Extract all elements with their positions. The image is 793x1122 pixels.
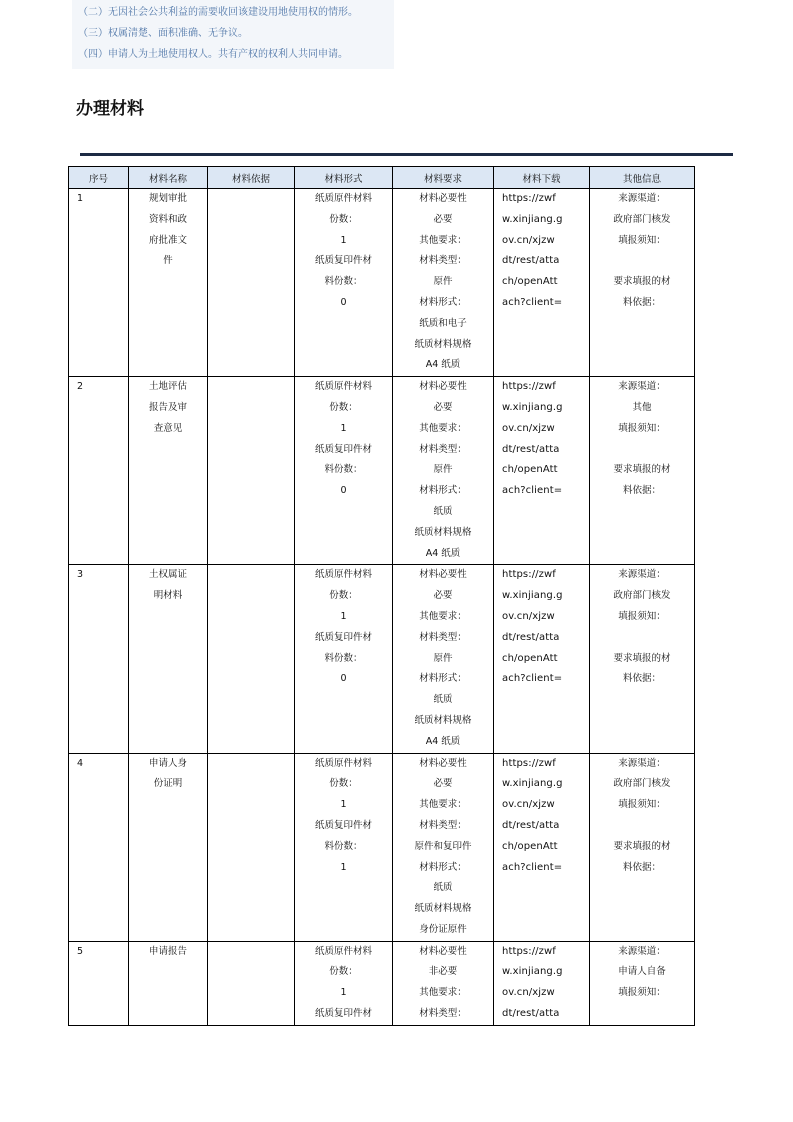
- cell-other: [590, 377, 695, 565]
- cell-requirement-line: 材料类型：: [419, 1008, 467, 1020]
- cell-download-line: https://zwf: [502, 945, 556, 957]
- cell-form-line: 1: [340, 987, 347, 999]
- cell-form-line: 1: [340, 610, 347, 622]
- cell-form-line: 纸质原件材料: [314, 945, 372, 957]
- cell-download: [494, 941, 590, 1025]
- condition-line: （四）申请人为土地使用权人。共有产权的权利人共同申请。: [78, 49, 348, 60]
- cell-form-line: 1: [340, 234, 347, 246]
- cell-name-line: 件: [163, 255, 173, 267]
- cell-basis: [208, 377, 295, 565]
- cell-form-line: 0: [340, 673, 347, 685]
- cell-name-line: 土权属证: [148, 569, 187, 581]
- header-basis: 材料依据: [208, 167, 295, 189]
- cell-download-line: ch/openAtt: [502, 652, 558, 664]
- cell-name-line: 申请人身: [148, 757, 187, 769]
- cell-download-line: https://zwf: [502, 381, 556, 393]
- cell-form-line: 1: [340, 422, 347, 434]
- cell-other-line: [590, 628, 694, 649]
- cell-download-line: https://zwf: [502, 757, 556, 769]
- cell-download-line: ach?client=: [502, 673, 563, 685]
- cell-requirement: [393, 753, 494, 941]
- cell-form-line: 料份数：: [324, 840, 363, 852]
- cell-requirement-line: 纸质: [433, 882, 453, 894]
- cell-requirement-line: 其他要求：: [419, 987, 467, 999]
- cell-form-line: 1: [340, 861, 347, 873]
- cell-name-line: 查意见: [153, 422, 183, 434]
- cell-requirement-line: 材料类型：: [419, 255, 467, 267]
- cell-download-line: dt/rest/atta: [502, 1008, 560, 1020]
- cell-download-line: w.xinjiang.g: [502, 590, 563, 602]
- cell-requirement-line: 材料必要性: [419, 757, 467, 769]
- section-divider: [80, 153, 733, 156]
- header-requirement: 材料要求: [393, 167, 494, 189]
- cell-requirement-line: 其他要求：: [419, 799, 467, 811]
- cell-requirement-line: 材料必要性: [419, 193, 467, 204]
- cell-download-line: w.xinjiang.g: [502, 778, 563, 790]
- cell-download-line: ch/openAtt: [502, 464, 558, 476]
- cell-name: [129, 753, 208, 941]
- cell-requirement: [393, 941, 494, 1025]
- cell-other-line: 来源渠道：: [618, 569, 666, 581]
- cell-no-line: 1: [77, 193, 84, 204]
- cell-other-line: 填报须知：: [618, 799, 666, 811]
- cell-download-line: dt/rest/atta: [502, 819, 560, 831]
- cell-requirement-line: A4 纸质: [425, 359, 461, 371]
- cell-requirement-line: 其他要求：: [419, 610, 467, 622]
- cell-form-line: 纸质原件材料: [314, 381, 372, 393]
- cell-download-line: ov.cn/xjzw: [502, 987, 555, 999]
- header-no: 序号: [69, 167, 129, 189]
- cell-no: [69, 753, 129, 941]
- cell-other-line: 要求填报的材: [613, 840, 671, 852]
- cell-other-line: 来源渠道：: [618, 381, 666, 393]
- intro-conditions: [72, 0, 394, 69]
- cell-requirement-line: 纸质: [433, 505, 453, 517]
- cell-requirement-line: 纸质和电子: [419, 317, 467, 329]
- cell-form-line: 纸质原件材料: [314, 569, 372, 581]
- header-other: 其他信息: [590, 167, 695, 189]
- cell-other-line: 填报须知：: [618, 987, 666, 999]
- cell-download-line: ov.cn/xjzw: [502, 422, 555, 434]
- cell-download-line: ch/openAtt: [502, 276, 558, 288]
- cell-other: [590, 565, 695, 753]
- cell-basis: [208, 189, 295, 377]
- cell-requirement-line: 必要: [433, 778, 453, 790]
- cell-other-line: [590, 1004, 694, 1025]
- cell-download-line: dt/rest/atta: [502, 255, 560, 267]
- cell-requirement-line: 纸质材料规格: [414, 903, 472, 915]
- cell-no-line: 3: [77, 569, 84, 581]
- cell-other-line: 料依据：: [622, 296, 661, 308]
- cell-other-line: 料依据：: [622, 673, 661, 685]
- cell-other-line: 要求填报的材: [613, 652, 671, 664]
- cell-other-line: 政府部门核发: [613, 778, 671, 790]
- cell-no: [69, 189, 129, 377]
- cell-no-line: 5: [77, 945, 84, 957]
- cell-other-line: 料依据：: [622, 485, 661, 497]
- cell-name-line: 份证明: [153, 778, 183, 790]
- cell-form-line: 份数：: [329, 213, 358, 225]
- cell-requirement-line: 原件: [433, 464, 453, 476]
- cell-form-line: 纸质复印件材: [314, 255, 372, 267]
- cell-form-line: 纸质复印件材: [314, 1008, 372, 1020]
- materials-table: [68, 166, 695, 1026]
- cell-form: [295, 565, 393, 753]
- cell-basis: [208, 941, 295, 1025]
- cell-other-line: 料依据：: [622, 861, 661, 873]
- cell-form: [295, 753, 393, 941]
- condition-line: （三）权属清楚、面积准确、无争议。: [78, 28, 248, 39]
- cell-name: [129, 941, 208, 1025]
- cell-download-line: w.xinjiang.g: [502, 401, 563, 413]
- cell-requirement-line: 材料必要性: [419, 569, 467, 581]
- cell-form-line: 0: [340, 296, 347, 308]
- cell-requirement: [393, 565, 494, 753]
- cell-form: [295, 941, 393, 1025]
- cell-requirement-line: 其他要求：: [419, 422, 467, 434]
- cell-no-line: 4: [77, 757, 84, 769]
- cell-download-line: https://zwf: [502, 569, 556, 581]
- cell-requirement-line: 材料形式：: [419, 485, 467, 497]
- cell-other-line: 填报须知：: [618, 234, 666, 246]
- cell-download: [494, 753, 590, 941]
- cell-other-line: 政府部门核发: [613, 213, 671, 225]
- cell-other-line: 来源渠道：: [618, 945, 666, 957]
- condition-line: （二）无因社会公共利益的需要收回该建设用地使用权的情形。: [78, 7, 358, 18]
- cell-name-line: 申请报告: [148, 945, 187, 957]
- cell-other-line: 申请人自备: [618, 966, 666, 978]
- cell-form-line: 料份数：: [324, 464, 363, 476]
- cell-download-line: ach?client=: [502, 485, 563, 497]
- header-form: 材料形式: [295, 167, 393, 189]
- cell-download-line: ach?client=: [502, 861, 563, 873]
- cell-other: [590, 189, 695, 377]
- cell-requirement-line: 必要: [433, 590, 453, 602]
- cell-requirement-line: 非必要: [428, 966, 458, 978]
- cell-no: [69, 941, 129, 1025]
- cell-other-line: 要求填报的材: [613, 464, 671, 476]
- cell-form-line: 份数：: [329, 966, 358, 978]
- cell-other: [590, 753, 695, 941]
- cell-form: [295, 189, 393, 377]
- cell-requirement-line: 纸质材料规格: [414, 526, 472, 538]
- cell-requirement-line: 纸质材料规格: [414, 338, 472, 350]
- cell-other-line: [590, 251, 694, 272]
- table-row: [69, 941, 695, 1025]
- cell-name-line: 府批准文: [148, 234, 187, 246]
- cell-requirement-line: 材料形式：: [419, 673, 467, 685]
- cell-other-line: 填报须知：: [618, 610, 666, 622]
- cell-requirement: [393, 189, 494, 377]
- cell-requirement-line: 材料类型：: [419, 631, 467, 643]
- cell-requirement-line: 纸质: [433, 694, 453, 706]
- cell-requirement-line: 材料类型：: [419, 819, 467, 831]
- cell-requirement-line: 材料形式：: [419, 861, 467, 873]
- table-row: [69, 565, 695, 753]
- cell-requirement-line: 材料必要性: [419, 945, 467, 957]
- cell-no-line: 2: [77, 381, 84, 393]
- cell-form-line: 份数：: [329, 401, 358, 413]
- cell-other-line: 来源渠道：: [618, 757, 666, 769]
- cell-other-line: [590, 440, 694, 461]
- cell-form-line: 0: [340, 485, 347, 497]
- cell-name: [129, 377, 208, 565]
- cell-form-line: 纸质原件材料: [314, 757, 372, 769]
- cell-form-line: 1: [340, 799, 347, 811]
- cell-form-line: 料份数：: [324, 276, 363, 288]
- cell-download-line: dt/rest/atta: [502, 631, 560, 643]
- cell-requirement-line: 原件: [433, 652, 453, 664]
- cell-download-line: w.xinjiang.g: [502, 213, 563, 225]
- cell-download-line: w.xinjiang.g: [502, 966, 563, 978]
- cell-requirement: [393, 377, 494, 565]
- cell-form-line: 纸质原件材料: [314, 193, 372, 204]
- cell-requirement-line: 必要: [433, 213, 453, 225]
- cell-download: [494, 565, 590, 753]
- table-row: [69, 189, 695, 377]
- cell-requirement-line: 必要: [433, 401, 453, 413]
- cell-download-line: ch/openAtt: [502, 840, 558, 852]
- cell-requirement-line: 材料形式：: [419, 296, 467, 308]
- cell-name-line: 资料和政: [148, 213, 187, 225]
- cell-requirement-line: 身份证原件: [419, 923, 467, 935]
- cell-download-line: ov.cn/xjzw: [502, 799, 555, 811]
- cell-other-line: 来源渠道：: [618, 193, 666, 204]
- cell-other-line: [590, 816, 694, 837]
- cell-no: [69, 565, 129, 753]
- header-download: 材料下载: [494, 167, 590, 189]
- section-title: 办理材料: [76, 99, 144, 119]
- cell-download-line: ov.cn/xjzw: [502, 610, 555, 622]
- cell-download-line: ov.cn/xjzw: [502, 234, 555, 246]
- cell-download-line: dt/rest/atta: [502, 443, 560, 455]
- cell-other: [590, 941, 695, 1025]
- cell-other-line: 填报须知：: [618, 422, 666, 434]
- cell-name: [129, 565, 208, 753]
- cell-basis: [208, 565, 295, 753]
- cell-requirement-line: 材料类型：: [419, 443, 467, 455]
- cell-requirement-line: 原件和复印件: [414, 840, 472, 852]
- cell-download-line: https://zwf: [502, 193, 556, 204]
- cell-other-line: 其他: [632, 401, 652, 413]
- cell-requirement-line: 原件: [433, 276, 453, 288]
- cell-name: [129, 189, 208, 377]
- cell-form-line: 料份数：: [324, 652, 363, 664]
- cell-name-line: 明材料: [153, 590, 183, 602]
- cell-requirement-line: A4 纸质: [425, 735, 461, 747]
- cell-form: [295, 377, 393, 565]
- cell-form-line: 份数：: [329, 778, 358, 790]
- cell-other-line: 要求填报的材: [613, 276, 671, 288]
- table-row: [69, 753, 695, 941]
- table-header-row: [69, 167, 695, 189]
- header-name: 材料名称: [129, 167, 208, 189]
- cell-download-line: ach?client=: [502, 296, 563, 308]
- cell-basis: [208, 753, 295, 941]
- cell-download: [494, 377, 590, 565]
- cell-download: [494, 189, 590, 377]
- cell-requirement-line: A4 纸质: [425, 547, 461, 559]
- cell-name-line: 土地评估: [148, 381, 187, 393]
- cell-form-line: 纸质复印件材: [314, 631, 372, 643]
- cell-other-line: 政府部门核发: [613, 590, 671, 602]
- cell-form-line: 纸质复印件材: [314, 819, 372, 831]
- cell-name-line: 报告及审: [148, 401, 187, 413]
- cell-name-line: 规划审批: [148, 193, 187, 204]
- cell-form-line: 纸质复印件材: [314, 443, 372, 455]
- cell-requirement-line: 材料必要性: [419, 381, 467, 393]
- table-row: [69, 377, 695, 565]
- cell-requirement-line: 其他要求：: [419, 234, 467, 246]
- cell-form-line: 份数：: [329, 590, 358, 602]
- cell-no: [69, 377, 129, 565]
- cell-requirement-line: 纸质材料规格: [414, 714, 472, 726]
